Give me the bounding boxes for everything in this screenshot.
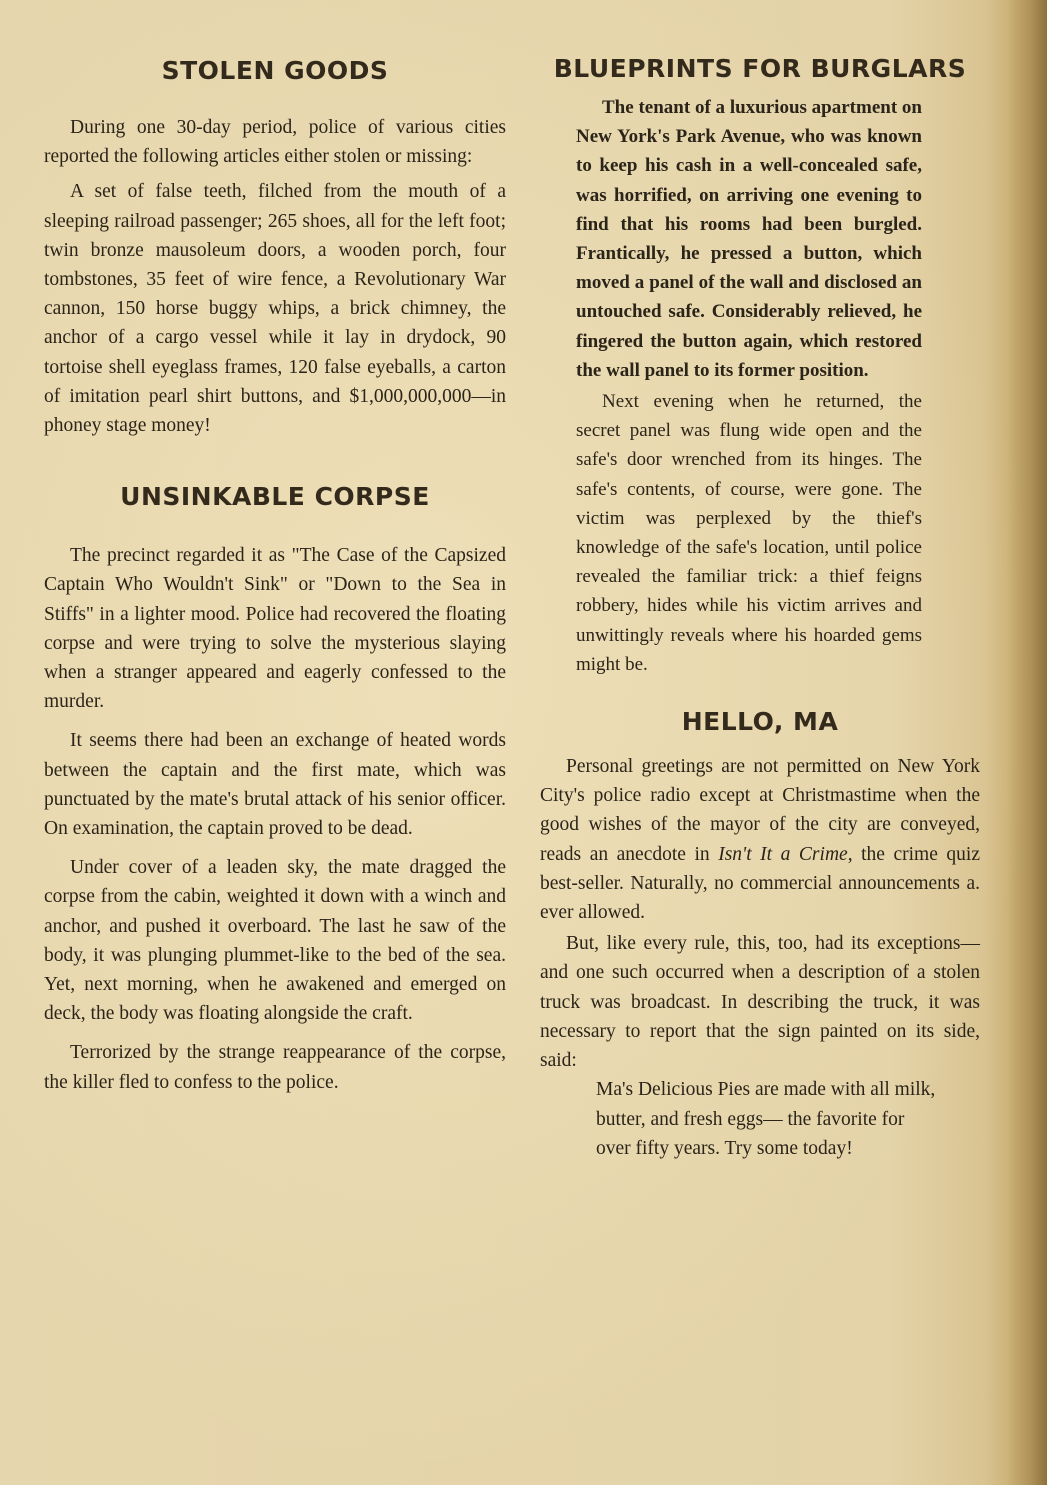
stolen-goods-paragraph: A set of false teeth, filched from the mouth of a sleeping railroad passenger; 265 shoes, all for the left foot; twin bronze mausoleum doors, a wooden porch, four tombstones, 35 feet of wire fence, a Revolutionary War cannon, 150 horse buggy whips, a brick chimney, the anchor of a cargo vessel while it lay in drydock, 90 tortoise shell eyeglass frames, 120 false eyeballs, a carton of imitation pearl shirt buttons, and $1,000,000,000—in phoney stage money! [44, 181, 506, 437]
unsinkable-corpse-heading: UNSINKABLE CORPSE [120, 482, 430, 512]
hello-ma-text: Personal greetings are not permitted on New York City's police radio except at Christmastime when the good wishes of the mayor of the city are conveyed, reads an anecdote in [540, 756, 980, 865]
left-column [44, 0, 506, 1097]
unsinkable-corpse-paragraph: Terrorized by the strange reappearance of the corpse, the killer fled to confess to the police. [44, 1042, 506, 1093]
blueprints-body [540, 93, 980, 679]
hello-ma-paragraph [540, 752, 980, 927]
hello-ma-paragraph: But, like every rule, this, too, had its exceptions—and one such occurred when a description of a stolen truck was broadcast. In describing the truck, it was necessary to report that the sign painted on its side, said: [540, 933, 980, 1072]
unsinkable-corpse-paragraph: Under cover of a leaden sky, the mate dragged the corpse from the cabin, weighted it down with a winch and anchor, and pushed it overboard. The last he saw of the body, it was plunging plummet-like to the bed of the sea. Yet, next morning, when he awakened and emerged on deck, the body was floating alongside the craft. [44, 857, 506, 1025]
stolen-goods-heading: STOLEN GOODS [161, 56, 389, 85]
stolen-goods-paragraph: During one 30-day period, police of various cities reported the following articles either stolen or missing: [44, 117, 506, 168]
blueprints-paragraph: The tenant of a luxurious apartment on New York's Park Avenue, who was known to keep his cash in a well-concealed safe, was horrified, on arriving one evening to find that his rooms had been burgled. Frantically, he pressed a button, which moved a panel of the wall and disclosed an untouched safe. Considerably relieved, he fingered the button again, which restored the wall panel to its former position. [576, 97, 922, 381]
truck-sign-quote [596, 1075, 936, 1163]
unsinkable-corpse-paragraph: It seems there had been an exchange of heated words between the captain and the first mate, which was punctuated by the mate's brutal attack of his senior officer. On examination, the captain proved to be dead. [44, 730, 506, 840]
right-column [540, 0, 980, 1163]
unsinkable-corpse-paragraph: The precinct regarded it as "The Case of the Capsized Captain Who Wouldn't Sink" or "Down to the Sea in Stiffs" in a lighter mood. Police had recovered the floating corpse and were trying to solve the mysterious slaying when a stranger appeared and eagerly confessed to the murder. [44, 545, 506, 713]
blueprints-heading: BLUEPRINTS FOR BURGLARS [553, 54, 967, 83]
book-title: Isn't It a Crime [718, 843, 848, 865]
hello-ma-text: , the crime quiz best-seller. Naturally, no commercial announcements a. ever allowed. [540, 843, 980, 924]
hello-ma-heading: HELLO, MA [681, 707, 839, 737]
blueprints-paragraph: Next evening when he returned, the secret panel was flung wide open and the safe's door wrenched from its hinges. The safe's contents, of course, were gone. The victim was perplexed by the thief's knowledge of the safe's location, until police revealed the familiar trick: a thief feigns robbery, hides while his victim arrives and unwittingly reveals where his hoarded gems might be. [576, 391, 922, 675]
truck-sign-text: Ma's Delicious Pies are made with all milk, butter, and fresh eggs— the favorite for over fifty years. Try some today! [596, 1079, 936, 1159]
